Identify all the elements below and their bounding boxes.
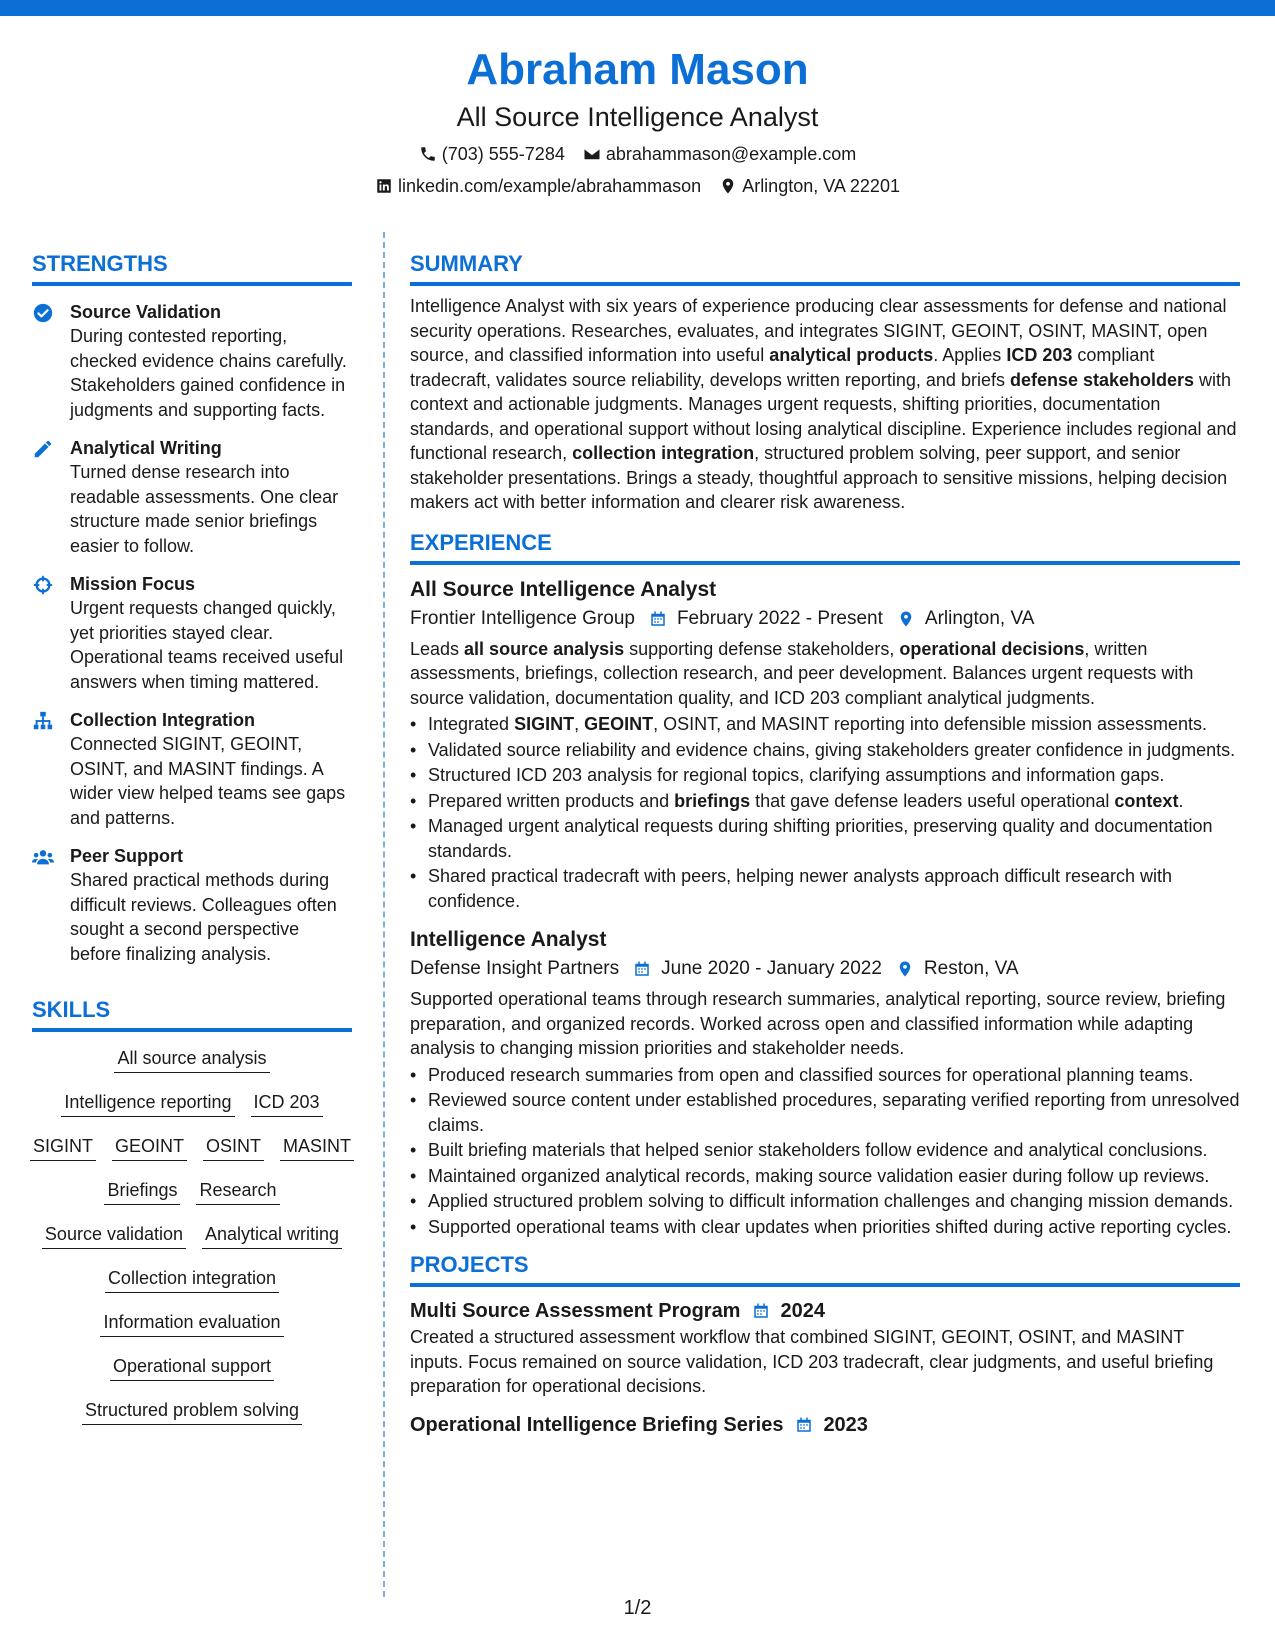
skill-tag: SIGINT	[30, 1134, 96, 1161]
skill-tag: Briefings	[104, 1178, 180, 1205]
job-bullet: • Supported operational teams with clear updates when priorities shifted during active reporting cycles.	[410, 1215, 1240, 1240]
job-entry	[410, 925, 1240, 1239]
job-bullet: • Integrated SIGINT, GEOINT, OSINT, and MASINT reporting into defensible mission assessments.	[410, 712, 1240, 737]
job-location: Arlington, VA	[924, 607, 1035, 629]
skill-tag: Structured problem solving	[82, 1398, 302, 1425]
skill-tag: Research	[196, 1178, 279, 1205]
skill-tag: Collection integration	[105, 1266, 279, 1293]
job-title: Intelligence Analyst	[410, 928, 607, 951]
map-pin-icon	[896, 960, 914, 978]
contact-line-1	[0, 142, 1275, 166]
map-pin-icon	[897, 610, 915, 628]
job-meta	[410, 955, 1240, 983]
candidate-name: Abraham Mason	[466, 45, 809, 94]
left-column	[32, 250, 352, 1442]
map-pin-icon	[719, 177, 737, 195]
job-bullet: • Prepared written products and briefings that gave defense leaders useful operational context.	[410, 789, 1240, 814]
phone-icon	[419, 145, 437, 163]
contact-phone[interactable]	[419, 142, 565, 166]
project-year: 2024	[780, 1300, 825, 1322]
crosshairs-icon	[32, 574, 54, 596]
project-title: Operational Intelligence Briefing Series	[410, 1413, 784, 1436]
candidate-title: All Source Intelligence Analyst	[456, 102, 819, 132]
job-bullet: • Managed urgent analytical requests during shifting priorities, preserving quality and documentation standards.	[410, 814, 1240, 863]
strength-title: Analytical Writing	[70, 438, 222, 458]
strength-item	[32, 436, 352, 558]
job-bullet: • Built briefing materials that helped senior stakeholders follow evidence and analytical conclusions.	[410, 1138, 1240, 1163]
project-title: Multi Source Assessment Program	[410, 1300, 741, 1322]
project-description: Created a structured assessment workflow that combined SIGINT, GEOINT, OSINT, and MASINT inputs. Focus remained on source validation, ICD 203 tradecraft, clear judgments, and useful briefing preparation for operational decisions.	[410, 1327, 1214, 1396]
check-circle-icon	[32, 302, 54, 324]
email-text: abrahammason@example.com	[605, 144, 857, 164]
strength-desc: Turned dense research into readable assessments. One clear structure made senior briefings easier to follow.	[70, 462, 339, 556]
strength-title: Mission Focus	[70, 574, 196, 594]
envelope-icon	[583, 145, 601, 163]
skills-list	[32, 1046, 352, 1425]
strength-title: Peer Support	[70, 846, 184, 866]
skill-tag: Source validation	[42, 1222, 186, 1249]
job-entry	[410, 575, 1240, 914]
job-bullet: • Maintained organized analytical records, making source validation easier during follow up reviews.	[410, 1164, 1240, 1189]
strength-item	[32, 572, 352, 694]
sitemap-icon	[32, 710, 54, 732]
strength-desc: Connected SIGINT, GEOINT, OSINT, and MASINT findings. A wider view helped teams see gaps and patterns.	[70, 734, 346, 828]
top-accent-bar	[0, 0, 1275, 16]
linkedin-icon	[375, 177, 393, 195]
job-dates: February 2022 - Present	[676, 607, 883, 629]
calendar-icon	[649, 610, 667, 628]
summary-heading: SUMMARY	[410, 250, 1240, 286]
calendar-icon	[633, 960, 651, 978]
job-company: Frontier Intelligence Group	[410, 607, 635, 629]
job-bullet: • Applied structured problem solving to difficult information challenges and changing mission demands.	[410, 1189, 1240, 1214]
strength-title: Source Validation	[70, 302, 222, 322]
project-title-row	[410, 1411, 1240, 1439]
strength-item	[32, 300, 352, 422]
strength-item	[32, 844, 352, 966]
linkedin-text: linkedin.com/example/abrahammason	[398, 176, 702, 196]
project-year: 2023	[823, 1413, 868, 1436]
strength-desc: Urgent requests changed quickly, yet priorities stayed clear. Operational teams received useful answers when timing mattered.	[70, 598, 344, 692]
calendar-icon	[795, 1416, 813, 1434]
skill-tag: Analytical writing	[202, 1222, 342, 1249]
job-dates: June 2020 - January 2022	[661, 958, 882, 979]
skills-heading: SKILLS	[32, 996, 352, 1032]
skill-tag: Information evaluation	[100, 1310, 283, 1337]
job-bullets	[410, 1063, 1240, 1240]
job-bullet: • Produced research summaries from open and classified sources for operational planning teams.	[410, 1063, 1240, 1088]
contact-email[interactable]	[583, 142, 856, 166]
contact-line-2	[0, 174, 1275, 198]
skill-tag: Operational support	[110, 1354, 274, 1381]
projects-heading: PROJECTS	[410, 1251, 1240, 1287]
strength-desc: During contested reporting, checked evidence chains carefully. Stakeholders gained confidence in judgments and supporting facts.	[70, 326, 347, 420]
job-bullet: • Structured ICD 203 analysis for regional topics, clarifying assumptions and information gaps.	[410, 763, 1240, 788]
job-description: Leads all source analysis supporting defense stakeholders, operational decisions, written assessments, briefings, collection research, and peer development. Balances urgent requests with source validation, documentation quality, and ICD 203 compliant analytical judgments.	[410, 638, 1194, 708]
project-entry	[410, 1297, 1240, 1399]
strength-desc: Shared practical methods during difficult reviews. Colleagues often sought a second perspective before finalizing analysis.	[70, 870, 337, 964]
project-title-row	[410, 1297, 1240, 1325]
column-divider	[383, 232, 385, 1597]
skill-tag: MASINT	[280, 1134, 354, 1161]
right-column	[410, 250, 1240, 1439]
contact-location	[719, 174, 900, 198]
contact-linkedin[interactable]	[375, 174, 701, 198]
job-location: Reston, VA	[923, 958, 1019, 979]
phone-text: (703) 555-7284	[441, 144, 565, 164]
skill-tag: Intelligence reporting	[61, 1090, 234, 1117]
summary-text: Intelligence Analyst with six years of experience producing clear assessments for defense and national security operations. Researches, evaluates, and integrates SIGINT, GEOINT, OSINT, MASINT, open source, and classified information into useful analytical products. Applies ICD 203 compliant tradecraft, validates source reliability, develops written reporting, and briefs defense stakeholders with context and actionable judgments. Manages urgent requests, shifting priorities, documentation standards, and operational support without losing analytical discipline. Experience includes regional and functional research, collection integration, structured problem solving, peer support, and senior stakeholder presentations. Brings a steady, thoughtful approach to sensitive missions, helping decision makers act with better information and clearer risk awareness.	[410, 296, 1237, 512]
users-icon	[32, 846, 54, 868]
job-title: All Source Intelligence Analyst	[410, 577, 717, 601]
calendar-icon	[752, 1302, 770, 1320]
job-description: Supported operational teams through research summaries, analytical reporting, source review, briefing preparation, and organized records. Worked across open and classified information while adapting analysis to changing mission priorities and stakeholder needs.	[410, 989, 1226, 1058]
job-bullet: • Shared practical tradecraft with peers, helping newer analysts approach difficult research with confidence.	[410, 864, 1240, 913]
skill-tag: All source analysis	[114, 1046, 269, 1073]
job-bullet: • Reviewed source content under established procedures, separating verified reporting from unresolved claims.	[410, 1088, 1240, 1137]
job-bullets	[410, 712, 1240, 913]
location-text: Arlington, VA 22201	[742, 176, 900, 196]
skill-tag: GEOINT	[112, 1134, 187, 1161]
skill-tag: ICD 203	[251, 1090, 323, 1117]
job-company: Defense Insight Partners	[410, 958, 620, 979]
job-bullet: • Validated source reliability and evidence chains, giving stakeholders greater confidence in judgments.	[410, 738, 1240, 763]
resume-header	[0, 40, 1275, 198]
skill-tag: OSINT	[203, 1134, 264, 1161]
job-meta	[410, 605, 1240, 633]
project-entry	[410, 1411, 1240, 1439]
strengths-heading: STRENGTHS	[32, 250, 352, 286]
strength-title: Collection Integration	[70, 710, 256, 730]
page-number: 1/2	[623, 1597, 652, 1619]
strength-item	[32, 708, 352, 830]
pencil-icon	[32, 438, 54, 460]
experience-heading: EXPERIENCE	[410, 529, 1240, 565]
